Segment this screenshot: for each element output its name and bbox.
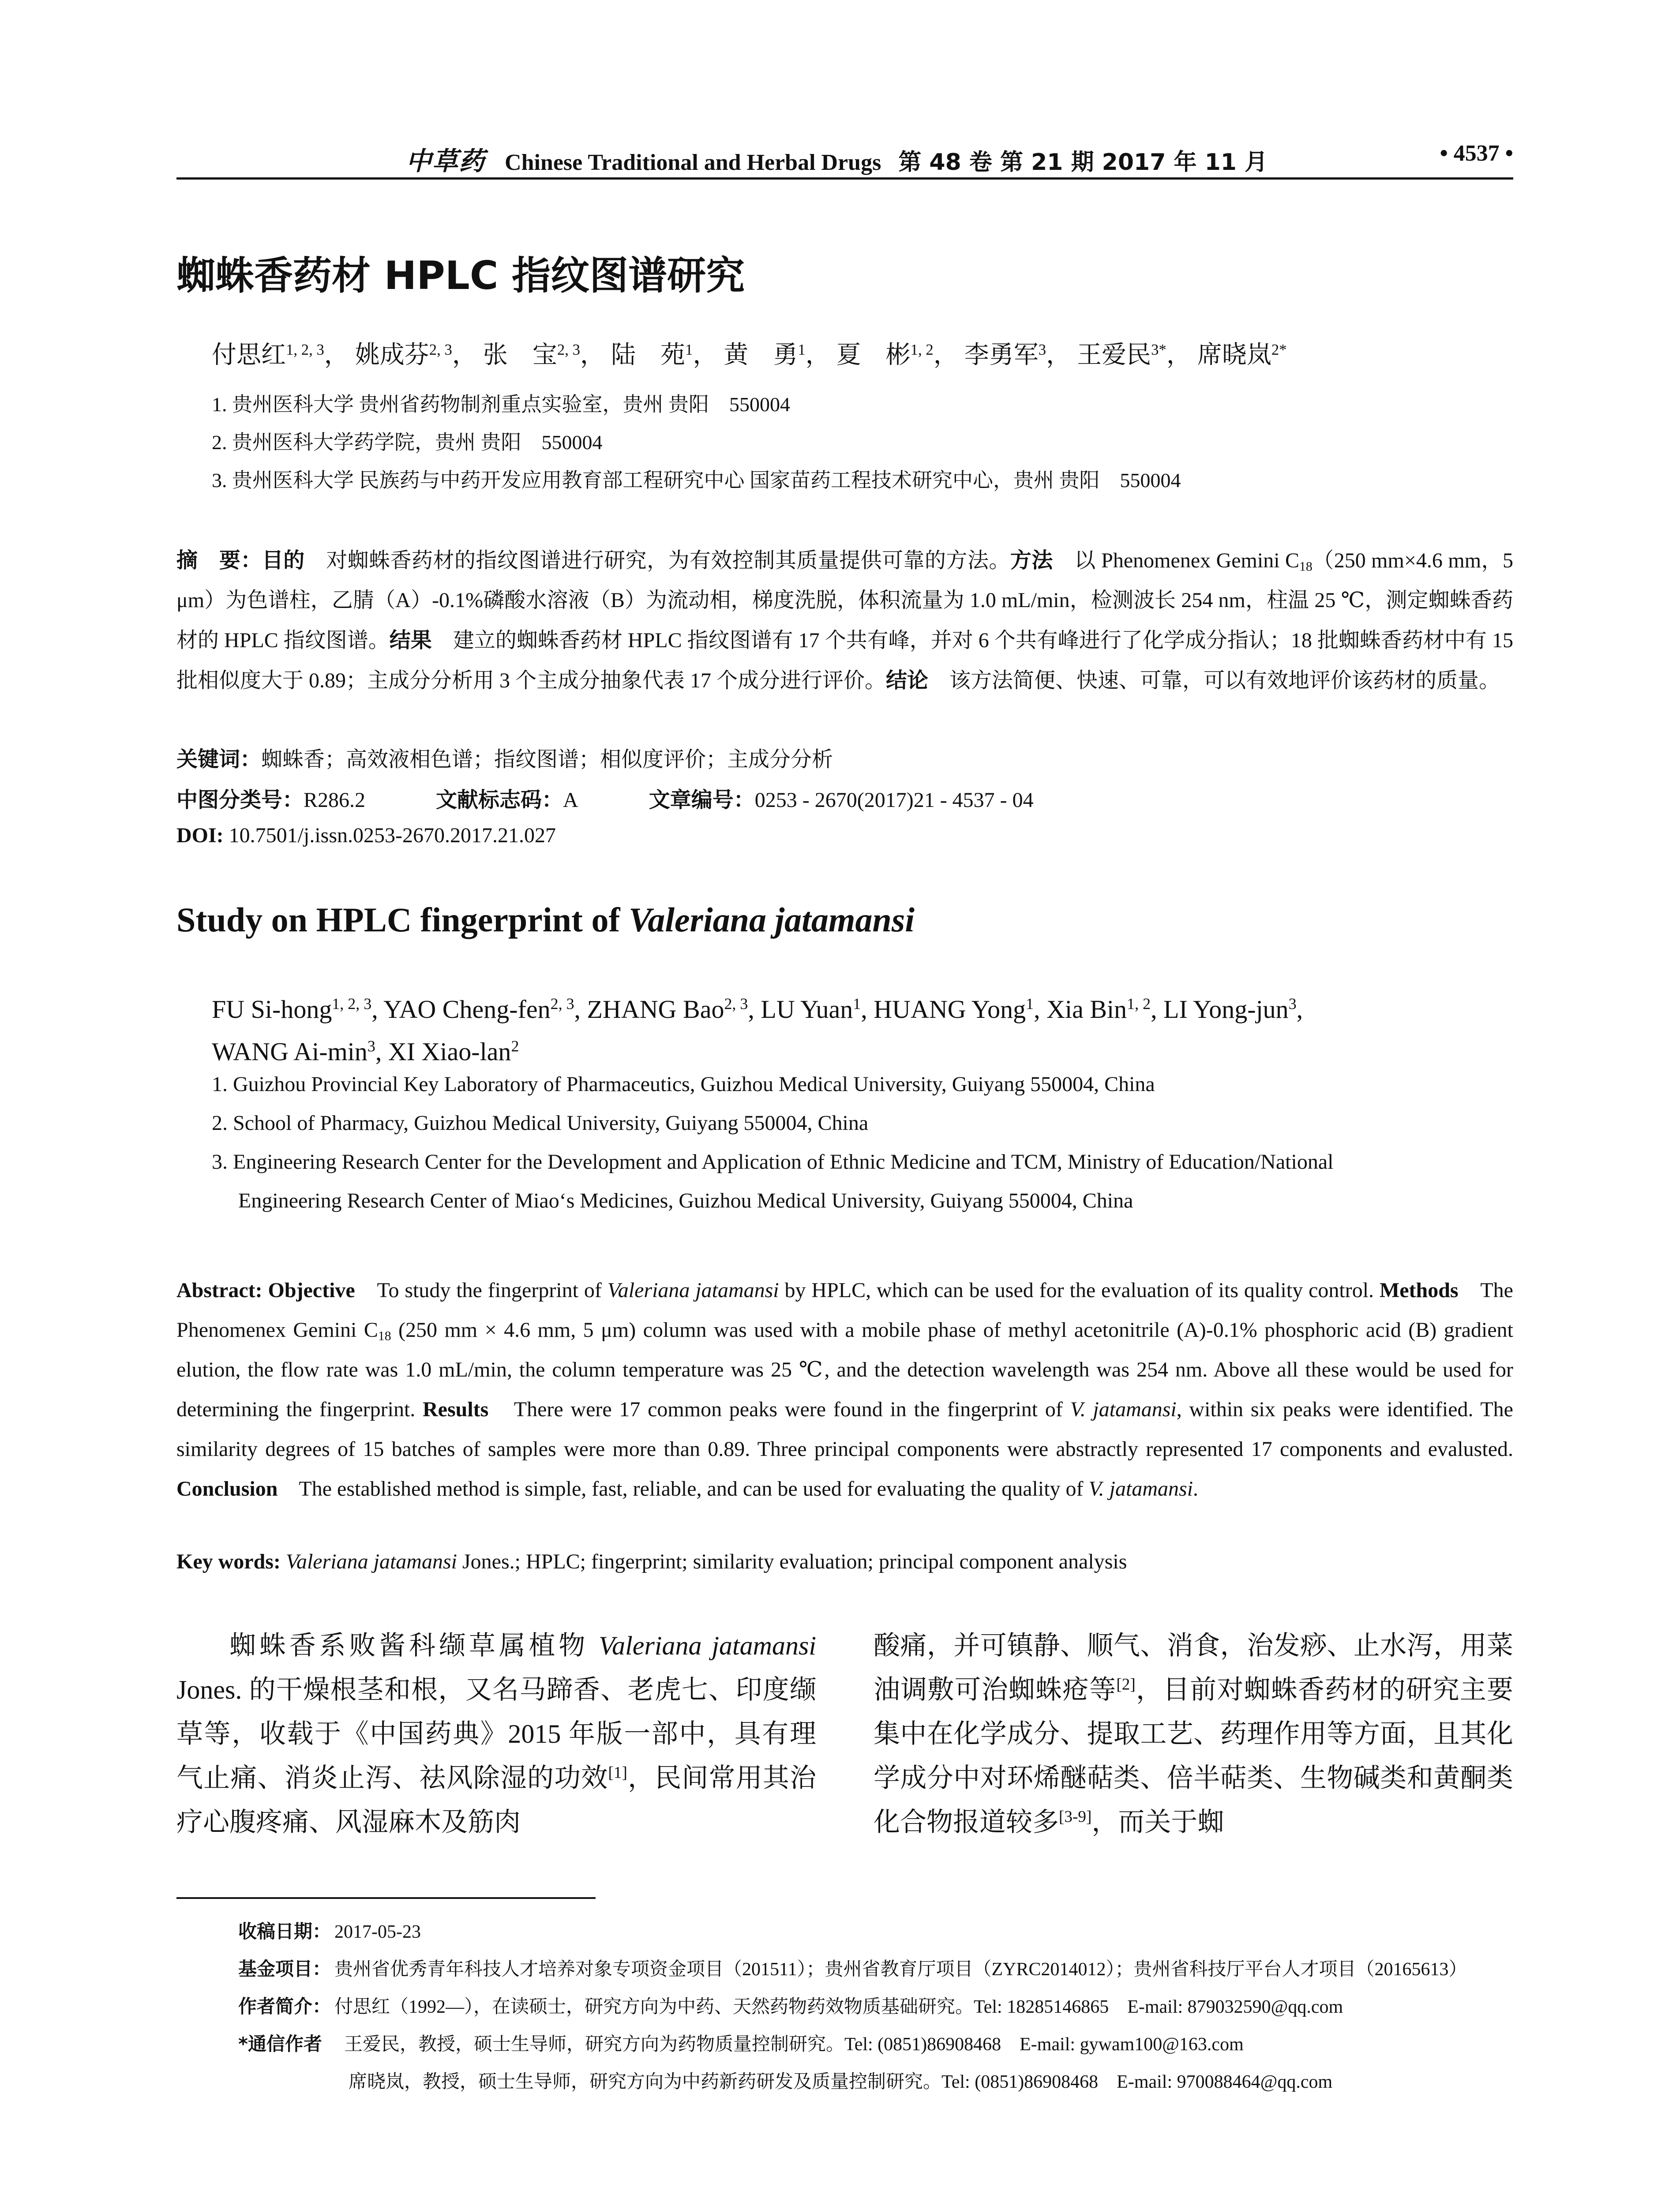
cn-conclusion-label: 结论 [886,668,929,693]
cn-author: 陆 苑$^1$ [611,341,693,369]
en-affiliation-1: 1. Guizhou Provincial Key Laboratory of Pharmaceutics, Guizhou Medical University, Guiyang 550004, China [212,1073,1155,1096]
cn-author: 张 宝$^{2, 3}$ [483,341,580,369]
cn-classification: 中图分类号：R286.2 文献标志码：A 文章编号：0253 - 2670(2017)21 - 4537 - 04 [176,788,1034,812]
cn-affiliation-1: 1. 贵州医科大学 贵州省药物制剂重点实验室，贵州 贵阳 550004 [212,393,790,416]
en-author: LU Yuan$^1$, [761,995,874,1024]
cn-author: 李勇军$^3$ [964,341,1046,369]
en-title: Study on HPLC fingerprint of Valeriana jatamansi [176,900,915,939]
cn-author: 夏 彬$^{1, 2}$ [836,341,934,369]
cn-author: 黄 勇$^1$ [724,341,806,369]
en-keywords: Key words: Valeriana jatamansi Jones.; HPLC; fingerprint; similarity evaluation; principal component analysis [176,1550,1127,1573]
cn-author: 王爱民$^{3*}$ [1077,341,1166,369]
cn-author: 姚成芬$^{2, 3}$ [355,341,452,369]
cn-results-text: 建立的蜘蛛香药材 HPLC 指纹图谱有 17 个共有峰，并对 6 个共有峰进行了化学成分指认；18 批蜘蛛香药材中有 15 批相似度大于 0.89；主成分分析用 3 个主成分抽象代表 17 个成分进行评价。 [176,629,1513,692]
cn-methods-label: 方法 [1010,548,1053,573]
en-abstract: Abstract: Objective To study the fingerprint of Valeriana jatamansi by HPLC, which can be used for the evaluation of its quality control. Methods The Phenomenex Gemini $C_{18}$ (250 mm × 4.6 mm, 5 μm) column was used with a mobile phase of methyl acetonitrile (A)-0.1% phosphoric acid (B) gradient elution, the flow rate was 1.0 mL/min, the column temperature was 25 ℃, and the detection wavelength was 254 nm. Above all these would be used for determining the fingerprint. Results There were 17 common peaks were found in the fingerprint of V. jatamansi, within six peaks were identified. The similarity degrees of 15 batches of samples were more than 0.89. Three principal components were abstractly represented 17 components and evalusted. Conclusion The established method is simple, fast, reliable, and can be used for evaluating the quality of V. jatamansi. [176,1279,1514,1501]
body-column-right: 酸痛，并可镇静、顺气、消食，治发痧、止水泻，用菜油调敷可治蜘蛛疮等[2]，目前对蜘蛛香药材的研究主要集中在化学成分、提取工艺、药理作用等方面，且其化学成分中对环烯醚萜类、倍半萜类、生物碱类和黄酮类化合物报道较多[3-9]，而关于蜘 [874,1631,1514,1837]
issue-info: 第 48 卷 第 21 期 2017 年 11 月 [898,149,1268,176]
page-number: • 4537 • [1440,141,1513,166]
cn-methods-text: 以 Phenomenex Gemini C [1053,549,1300,572]
cn-keywords: 关键词：蜘蛛香；高效液相色谱；指纹图谱；相似度评价；主成分分析 [176,747,833,772]
en-affiliation-2: 2. School of Pharmacy, Guizhou Medical University, Guiyang 550004, China [212,1111,869,1135]
cn-author-list: 付思红$^{1, 2, 3}$， 姚成芬$^{2, 3}$， 张 宝$^{2, 3}$， 陆 苑$^1$， 黄 勇$^1$， 夏 彬$^{1, 2}$， 李勇军$^3$， 王爱民$^{3*}$， 席晓岚$^{2*}$ [212,341,1287,369]
cn-doi: DOI: 10.7501/j.issn.0253-2670.2017.21.027 [176,824,556,847]
en-author: ZHANG Bao$^{2, 3}$, [587,995,761,1024]
header-rule [176,177,1513,180]
en-affiliation-3: 3. Engineering Research Center for the Development and Application of Ethnic Medicine and TCM, Ministry of Education/National [212,1150,1334,1174]
journal-name-en: Chinese Traditional and Herbal Drugs [505,150,881,175]
en-author: YAO Cheng-fen$^{2, 3}$, [383,995,587,1024]
en-author: XI Xiao-lan$^2$ [388,1037,519,1066]
cn-abstract: 摘 要：目的 对蜘蛛香药材的指纹图谱进行研究，为有效控制其质量提供可靠的方法。方法 以 Phenomenex Gemini $C_{18}(250$ mm×4.6 mm，5 μm）为色谱柱，乙腈（A）-0.1%磷酸水溶液（B）为流动相，梯度洗脱，体积流量为 1.0 mL/min，检测波长 254 nm，柱温 25 ℃，测定蜘蛛香药材的 HPLC 指纹图谱。结果 建立的蜘蛛香药材 HPLC 指纹图谱有 17 个共有峰，并对 6 个共有峰进行了化学成分指认；18 批蜘蛛香药材中有 15 批相似度大于 0.89；主成分分析用 3 个主成分抽象代表 17 个成分进行评价。结论 该方法简便、快速、可靠，可以有效地评价该药材的质量。 [176,548,1513,693]
body-column-left: 蜘蛛香系败酱科缬草属植物 Valeriana jatamansi Jones. 的干燥根茎和根，又名马蹄香、老虎七、印度缬草等，收载于《中国药典》2015 年版一部中，具有理气止痛、消炎止泻、祛风除湿的功效[1]，民间常用其治疗心腹疼痛、风湿麻木及筋肉 [176,1631,817,1837]
cn-results-label: 结果 [389,628,432,653]
footnote-received: 收稿日期： 2017-05-23 [238,1921,421,1942]
running-header [176,140,1513,176]
footnote-corresponding-2: 席晓岚，教授，硕士生导师，研究方向为中药新药研发及质量控制研究。Tel: (0851)86908468 E-mail: 970088464@qq.com [349,2072,1333,2092]
en-author: Xia Bin$^{1, 2}$, [1046,995,1164,1024]
cn-objective-text: 对蜘蛛香药材的指纹图谱进行研究，为有效控制其质量提供可靠的方法。 [304,549,1010,572]
cn-objective-label: 目的 [262,548,305,573]
en-author: LI Yong-jun$^3$, [1163,995,1303,1024]
en-abstract-label: Abstract: Objective [176,1279,355,1302]
en-author-list [212,988,1491,1073]
footnote-rule [176,1897,596,1899]
en-results-label: Results [423,1398,489,1421]
cn-abstract-label: 摘 要： [176,548,262,573]
en-affiliation-3-cont: Engineering Research Center of Miao‘s Medicines, Guizhou Medical University, Guiyang 550004, China [238,1189,1133,1212]
cn-author: 付思红$^{1, 2, 3}$ [212,341,324,369]
en-author: FU Si-hong$^{1, 2, 3}$, [212,995,384,1024]
footnote-author-bio: 作者简介： 付思红（1992—），在读硕士，研究方向为中药、天然药物药效物质基础研究。Tel: 18285146865 E-mail: 879032590@qq.com [238,1996,1343,2017]
en-author: WANG $Ai-\min^3$, [212,1037,388,1066]
en-author: HUANG Yong$^1$, [874,995,1047,1024]
journal-logo-cn: 中草药 [406,147,486,176]
en-conclusion-label: Conclusion [176,1477,278,1501]
footnote-fund: 基金项目： 贵州省优秀青年科技人才培养对象专项资金项目（201511）；贵州省教育厅项目（ZYRC2014012）；贵州省科技厅平台人才项目（20165613） [238,1958,1467,1980]
cn-affiliation-3: 3. 贵州医科大学 民族药与中药开发应用教育部工程研究中心 国家苗药工程技术研究中心，贵州 贵阳 550004 [212,469,1181,491]
footnote-corresponding-1: *通信作者 王爱民，教授，硕士生导师，研究方向为药物质量控制研究。Tel: (0851)86908468 E-mail: gywam100@163.com [238,2033,1244,2055]
cn-conclusion-text: 该方法简便、快速、可靠，可以有效地评价该药材的质量。 [928,669,1500,692]
cn-author: 席晓岚$^{2*}$ [1197,341,1287,369]
cn-title: 蜘蛛香药材 HPLC 指纹图谱研究 [176,253,745,298]
cn-affiliation-2: 2. 贵州医科大学药学院，贵州 贵阳 550004 [212,431,603,454]
en-methods-label: Methods [1379,1279,1459,1302]
header-center [406,140,1268,177]
